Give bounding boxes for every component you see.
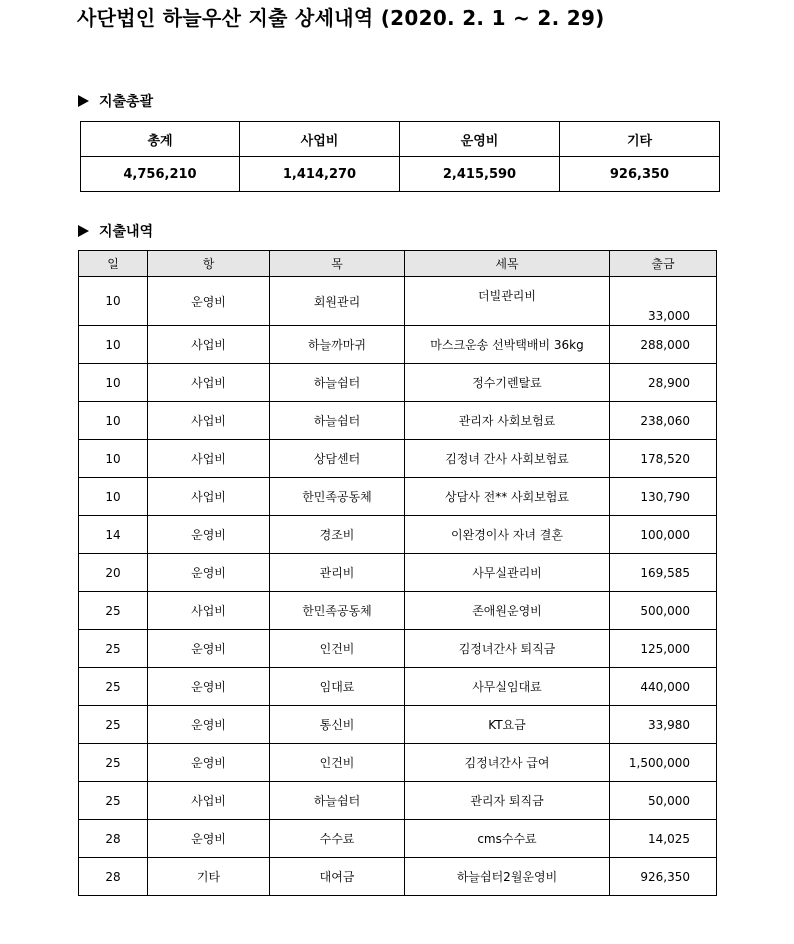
category-cell: 운영비 — [148, 744, 270, 782]
day-cell: 10 — [79, 402, 148, 440]
amount-cell: 28,900 — [610, 364, 717, 402]
table-row — [79, 402, 717, 440]
summary-value-row — [81, 157, 720, 192]
amount-cell: 1,500,000 — [610, 744, 717, 782]
item-cell: 통신비 — [270, 706, 405, 744]
amount-cell: 125,000 — [610, 630, 717, 668]
item-cell: 인건비 — [270, 744, 405, 782]
subitem-cell: 마스크운송 선박택배비 36kg — [405, 326, 610, 364]
item-cell: 하늘까마귀 — [270, 326, 405, 364]
category-cell: 운영비 — [148, 516, 270, 554]
item-cell: 경조비 — [270, 516, 405, 554]
amount-cell: 238,060 — [610, 402, 717, 440]
table-row — [79, 706, 717, 744]
triangle-bullet-icon — [78, 225, 89, 237]
amount-cell: 440,000 — [610, 668, 717, 706]
table-row — [79, 277, 717, 326]
item-cell: 임대료 — [270, 668, 405, 706]
amount-cell: 500,000 — [610, 592, 717, 630]
summary-heading-label: 지출총괄 — [99, 94, 154, 110]
day-cell: 28 — [79, 858, 148, 896]
subitem-cell: 이완경이사 자녀 결혼 — [405, 516, 610, 554]
table-row — [79, 326, 717, 364]
subitem-cell: 하늘쉼터2월운영비 — [405, 858, 610, 896]
table-row — [79, 478, 717, 516]
day-cell: 10 — [79, 277, 148, 326]
day-cell: 25 — [79, 668, 148, 706]
amount-cell: 33,000 — [610, 277, 717, 326]
day-cell: 14 — [79, 516, 148, 554]
category-cell: 운영비 — [148, 630, 270, 668]
subitem-cell: 사무실관리비 — [405, 554, 610, 592]
summary-business-value: 1,414,270 — [240, 157, 400, 192]
subitem-cell: 김정녀간사 급여 — [405, 744, 610, 782]
category-cell: 사업비 — [148, 592, 270, 630]
summary-section-heading — [78, 91, 153, 111]
category-cell: 기타 — [148, 858, 270, 896]
day-cell: 25 — [79, 630, 148, 668]
item-cell: 회원관리 — [270, 277, 405, 326]
header-day: 일 — [79, 251, 148, 277]
table-row — [79, 516, 717, 554]
summary-header-business: 사업비 — [240, 122, 400, 157]
summary-header-other: 기타 — [560, 122, 720, 157]
day-cell: 20 — [79, 554, 148, 592]
category-cell: 운영비 — [148, 706, 270, 744]
item-cell: 관리비 — [270, 554, 405, 592]
item-cell: 하늘쉼터 — [270, 364, 405, 402]
subitem-cell: 더빌관리비 — [405, 277, 610, 326]
table-row — [79, 592, 717, 630]
amount-cell: 100,000 — [610, 516, 717, 554]
item-cell: 수수료 — [270, 820, 405, 858]
item-cell: 한민족공동체 — [270, 478, 405, 516]
day-cell: 25 — [79, 782, 148, 820]
category-cell: 운영비 — [148, 277, 270, 326]
item-cell: 인건비 — [270, 630, 405, 668]
detail-header-row — [79, 251, 717, 277]
day-cell: 10 — [79, 364, 148, 402]
day-cell: 10 — [79, 478, 148, 516]
subitem-cell: 상담사 전** 사회보험료 — [405, 478, 610, 516]
category-cell: 운영비 — [148, 554, 270, 592]
day-cell: 25 — [79, 706, 148, 744]
amount-cell: 50,000 — [610, 782, 717, 820]
summary-total-value: 4,756,210 — [81, 157, 240, 192]
subitem-cell: 사무실임대료 — [405, 668, 610, 706]
details-section-heading — [78, 221, 153, 241]
table-row — [79, 782, 717, 820]
header-amount: 출금 — [610, 251, 717, 277]
subitem-cell: 김정녀간사 퇴직금 — [405, 630, 610, 668]
amount-cell: 926,350 — [610, 858, 717, 896]
header-category: 항 — [148, 251, 270, 277]
item-cell: 대여금 — [270, 858, 405, 896]
table-row — [79, 554, 717, 592]
subitem-cell: 김정녀 간사 사회보험료 — [405, 440, 610, 478]
detail-table — [78, 250, 717, 896]
day-cell: 25 — [79, 744, 148, 782]
summary-other-value: 926,350 — [560, 157, 720, 192]
item-cell: 하늘쉼터 — [270, 782, 405, 820]
amount-cell: 130,790 — [610, 478, 717, 516]
subitem-cell: 관리자 사회보험료 — [405, 402, 610, 440]
amount-cell: 33,980 — [610, 706, 717, 744]
header-item: 목 — [270, 251, 405, 277]
table-row — [79, 744, 717, 782]
item-cell: 하늘쉼터 — [270, 402, 405, 440]
details-heading-label: 지출내역 — [99, 224, 154, 240]
subitem-cell: KT요금 — [405, 706, 610, 744]
amount-cell: 288,000 — [610, 326, 717, 364]
header-subitem: 세목 — [405, 251, 610, 277]
table-row — [79, 668, 717, 706]
category-cell: 사업비 — [148, 402, 270, 440]
day-cell: 10 — [79, 326, 148, 364]
day-cell: 28 — [79, 820, 148, 858]
category-cell: 운영비 — [148, 820, 270, 858]
subitem-cell: 정수기렌탈료 — [405, 364, 610, 402]
day-cell: 25 — [79, 592, 148, 630]
summary-operating-value: 2,415,590 — [400, 157, 560, 192]
category-cell: 사업비 — [148, 364, 270, 402]
amount-cell: 169,585 — [610, 554, 717, 592]
category-cell: 사업비 — [148, 478, 270, 516]
table-row — [79, 440, 717, 478]
table-row — [79, 820, 717, 858]
summary-header-row — [81, 122, 720, 157]
item-cell: 상담센터 — [270, 440, 405, 478]
category-cell: 사업비 — [148, 440, 270, 478]
table-row — [79, 364, 717, 402]
summary-header-operating: 운영비 — [400, 122, 560, 157]
day-cell: 10 — [79, 440, 148, 478]
category-cell: 운영비 — [148, 668, 270, 706]
item-cell: 한민족공동체 — [270, 592, 405, 630]
amount-cell: 178,520 — [610, 440, 717, 478]
summary-table — [80, 121, 720, 192]
subitem-cell: 존애원운영비 — [405, 592, 610, 630]
table-row — [79, 858, 717, 896]
summary-header-total: 총계 — [81, 122, 240, 157]
page-title: 사단법인 하늘우산 지출 상세내역 (2020. 2. 1 ~ 2. 29) — [77, 6, 605, 30]
table-row — [79, 630, 717, 668]
subitem-cell: cms수수료 — [405, 820, 610, 858]
amount-cell: 14,025 — [610, 820, 717, 858]
subitem-cell: 관리자 퇴직금 — [405, 782, 610, 820]
category-cell: 사업비 — [148, 326, 270, 364]
category-cell: 사업비 — [148, 782, 270, 820]
triangle-bullet-icon — [78, 95, 89, 107]
